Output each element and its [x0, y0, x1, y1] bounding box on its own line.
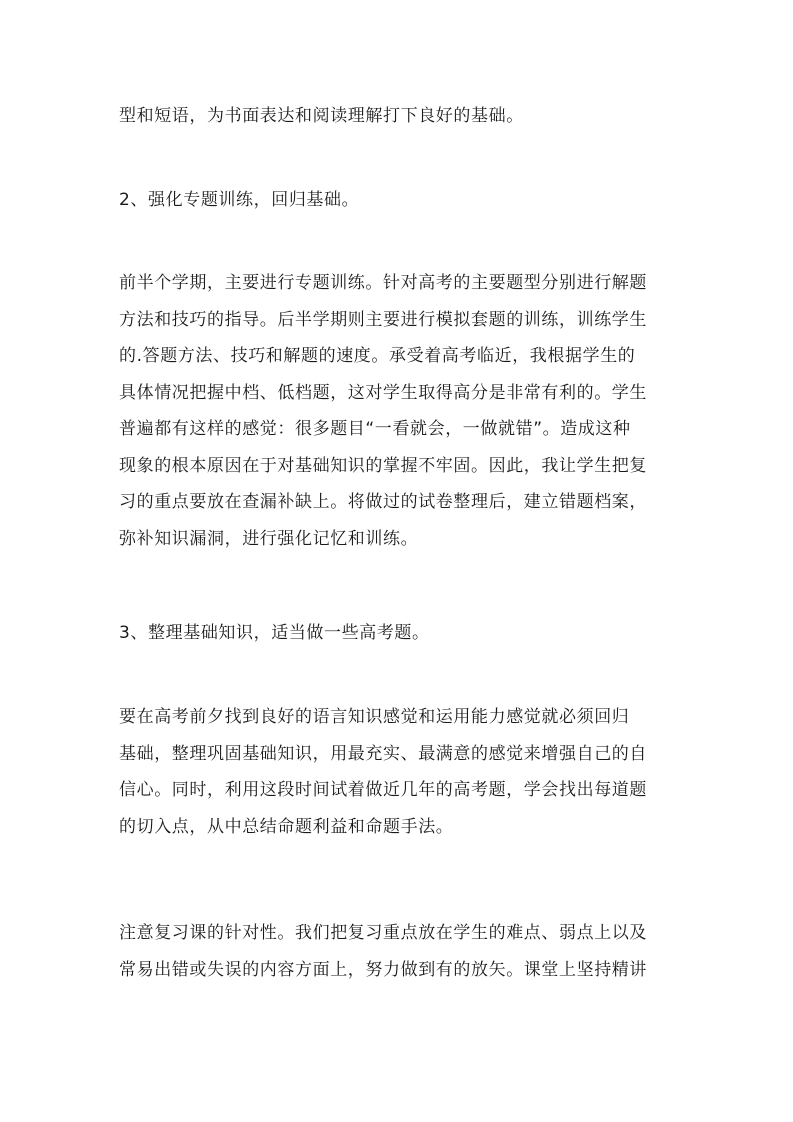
intro-paragraph-tail: 型和短语，为书面表达和阅读理解打下良好的基础。	[119, 106, 524, 126]
section-3-heading: 3、整理基础知识，适当做一些高考题。	[119, 623, 430, 643]
section-2-heading: 2、强化专题训练，回归基础。	[119, 190, 360, 210]
section-2-paragraph: 前半个学期，主要进行专题训练。针对高考的主要题型分别进行解题 方法和技巧的指导。后半学期则主要进行模拟套题的训练，训练学生 的.答题方法、技巧和解题的速度。承受着高考临近，我根据学生的 具体情况把握中档、低档题，这对学生取得高分是非常有利的。学生 普遍都有这样的感觉：很多题目“一看就会，一做就错”。造成这种 现象的根本原因在于对基础知识的掌握不牢固。因此，我让学生把复 习的重点要放在查漏补缺上。将做过的试卷整理后，建立错题档案， 弥补知识漏洞，进行强化记忆和训练。	[119, 273, 647, 549]
section-3-paragraph: 要在高考前夕找到良好的语言知识感觉和运用能力感觉就必须回归 基础，整理巩固基础知识，用最充实、最满意的感觉来增强自己的自 信心。同时，利用这段时间试着做近几年的高考题，学会找出每道题 的切入点，从中总结命题利益和命题手法。	[119, 707, 647, 837]
closing-paragraph: 注意复习课的针对性。我们把复习重点放在学生的难点、弱点上以及 常易出错或失误的内容方面上，努力做到有的放矢。课堂上坚持精讲	[119, 923, 647, 980]
